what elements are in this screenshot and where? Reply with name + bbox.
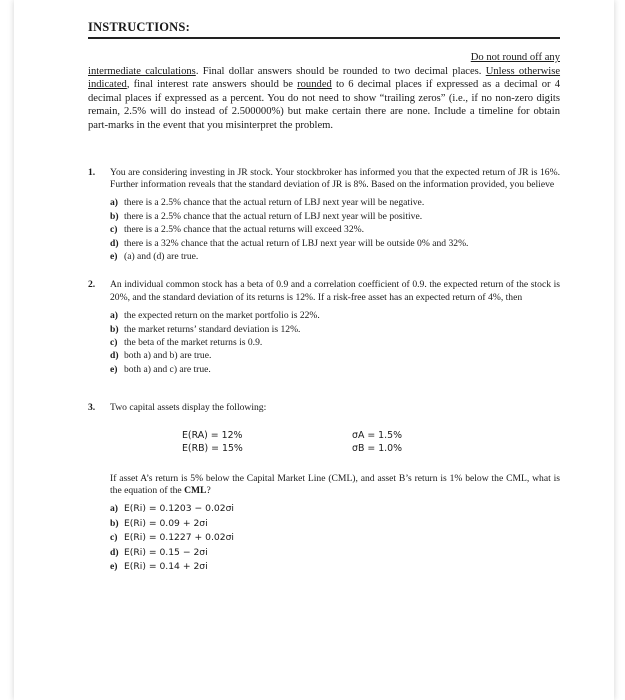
question-number: 3. (88, 402, 96, 414)
instr-u3: rounded (297, 79, 332, 91)
question-text: Two capital assets display the following: (110, 402, 267, 414)
instr-u1: intermediate calculations (88, 65, 196, 77)
sigma-a: σA = 1.5% (352, 429, 402, 441)
question-number: 1. (88, 166, 96, 178)
option-a[interactable]: a) E(Ri) = 0.1203 − 0.02σi (110, 503, 234, 515)
question-3 (88, 402, 560, 573)
instr-t2: , final interest rate answers should be (126, 79, 298, 91)
document-content (88, 12, 560, 576)
question-text-2: If asset A’s return is 5% below the Capital Market Line (CML), and asset B’s return is 1% below the CML, what is the equation of the CML? (110, 472, 560, 497)
option-list (110, 310, 560, 376)
option-list (110, 503, 560, 573)
option-e[interactable]: e) both a) and c) are true. (110, 363, 211, 375)
instr-u2: Unless otherwise indicated (88, 65, 561, 91)
option-b[interactable]: b) there is a 2.5% chance that the actual return of LBJ next year will be positive. (110, 210, 423, 222)
asset-data (110, 429, 560, 459)
sigma-b: σB = 1.0% (352, 442, 403, 454)
option-d[interactable]: d) E(Ri) = 0.15 − 2σi (110, 546, 208, 558)
instructions-paragraph (88, 51, 560, 133)
question-number: 2. (88, 279, 96, 291)
option-e[interactable]: e) (a) and (d) are true. (110, 251, 199, 262)
instr-line1: Do not round off any (470, 52, 560, 63)
option-c[interactable]: c) there is a 2.5% chance that the actual returns will exceed 32%. (110, 224, 365, 236)
option-list (110, 197, 560, 263)
instr-t1: . Final dollar answers should be rounded to two decimal places. (195, 65, 486, 77)
option-a[interactable]: a) there is a 2.5% chance that the actual return of LBJ next year will be negative. (110, 197, 425, 209)
expected-return-a: E(RA) = 12% (182, 429, 243, 441)
title-rule (88, 37, 560, 39)
option-c[interactable]: c) E(Ri) = 0.1227 + 0.02σi (110, 532, 234, 544)
document-page (14, 0, 614, 700)
question-1 (88, 167, 560, 264)
option-b[interactable]: b) E(Ri) = 0.09 + 2σi (110, 517, 208, 529)
instructions-title: INSTRUCTIONS: (88, 20, 190, 34)
option-c[interactable]: c) the beta of the market returns is 0.9. (110, 337, 263, 349)
option-b[interactable]: b) the market returns’ standard deviation is 12%. (110, 323, 301, 335)
option-a[interactable]: a) the expected return on the market portfolio is 22%. (110, 310, 320, 322)
question-text: You are considering investing in JR stock. Your stockbroker has informed you that the expected return of JR is 16%. Further information reveals that the standard deviation of JR is 8%. Based on the information provided, you believe (110, 166, 560, 190)
instr-t3: to 6 decimal places if expressed as a decimal or 4 decimal places if expressed as a percent. You do not need to show “trailing zeros” (i.e., if no non-zero digits remain, 2.5% will do instead of 2.500000%) but make certain there are none. Include a timeline for obtain part-marks in the event that you misinterpret the problem. (88, 79, 560, 131)
expected-return-b: E(RB) = 15% (182, 442, 243, 454)
question-text: An individual common stock has a beta of 0.9 and a correlation coefficient of 0.9. the expected return of the stock is 20%, and the standard deviation of its returns is 12%. If a risk-free asset has an expected return of 4%, then (110, 279, 560, 303)
question-2 (88, 279, 560, 376)
option-e[interactable]: e) E(Ri) = 0.14 + 2σi (110, 561, 208, 573)
option-d[interactable]: d) there is a 32% chance that the actual return of LBJ next year will be outside 0% and 32%. (110, 237, 469, 249)
option-d[interactable]: d) both a) and b) are true. (110, 350, 212, 362)
